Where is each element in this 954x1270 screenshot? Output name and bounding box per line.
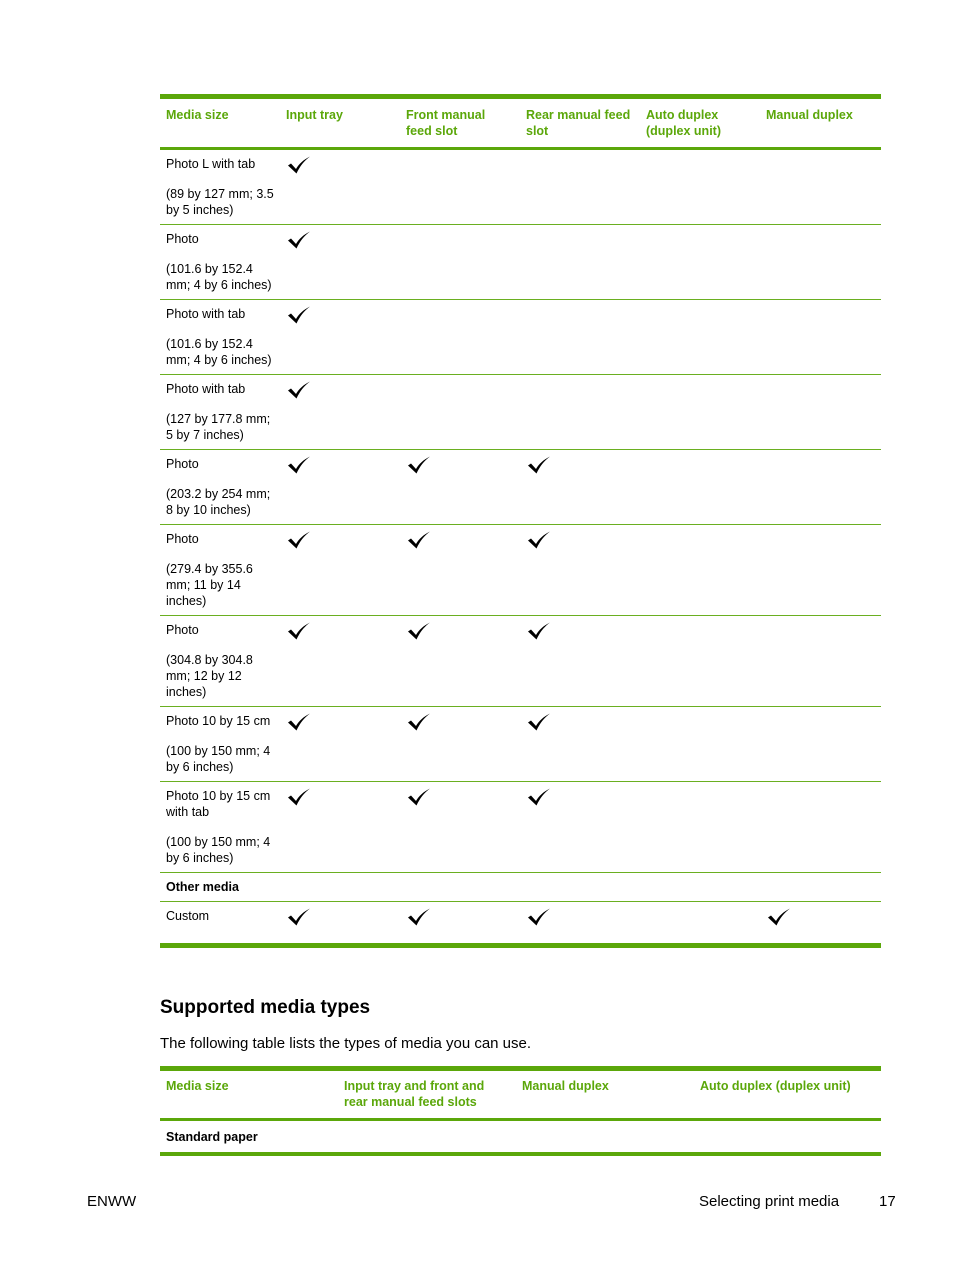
- footer-section-title: Selecting print media: [699, 1193, 840, 1210]
- check-cell: [760, 149, 881, 225]
- media-dimensions: (304.8 by 304.8 mm; 12 by 12 inches): [166, 653, 253, 699]
- check-icon: [286, 155, 312, 175]
- table-row: [160, 300, 881, 375]
- check-icon: [526, 712, 552, 732]
- check-cell: [280, 616, 400, 707]
- check-icon: [526, 621, 552, 641]
- table-header-row: [160, 97, 881, 149]
- check-cell: [280, 525, 400, 616]
- check-cell: [400, 225, 520, 300]
- media-size-cell: Custom: [160, 902, 280, 946]
- media-size-cell: [160, 300, 280, 375]
- check-cell: [640, 525, 760, 616]
- check-cell: [280, 149, 400, 225]
- check-cell: [280, 375, 400, 450]
- check-icon: [406, 530, 432, 550]
- section-label-other-media: Other media: [160, 873, 881, 902]
- section-row: [160, 1120, 881, 1155]
- check-icon: [286, 712, 312, 732]
- media-dimensions: (100 by 150 mm; 4 by 6 inches): [166, 744, 271, 774]
- check-cell: [640, 450, 760, 525]
- media-title: Photo L with tab: [166, 157, 256, 171]
- check-cell: [640, 149, 760, 225]
- check-cell: [400, 450, 520, 525]
- check-icon: [526, 530, 552, 550]
- media-dimensions: (89 by 127 mm; 3.5 by 5 inches): [166, 187, 274, 217]
- check-cell: [280, 782, 400, 873]
- table-row: [160, 707, 881, 782]
- check-cell: [640, 375, 760, 450]
- media-size-cell: [160, 707, 280, 782]
- check-icon: [526, 907, 552, 927]
- check-cell: [760, 525, 881, 616]
- check-cell: [760, 782, 881, 873]
- check-cell: [400, 525, 520, 616]
- check-cell: [400, 375, 520, 450]
- table-row: [160, 902, 881, 946]
- check-icon: [526, 787, 552, 807]
- check-cell: [760, 300, 881, 375]
- check-cell: [520, 375, 640, 450]
- media-size-table: [160, 94, 881, 948]
- media-size-cell: [160, 225, 280, 300]
- media-title: Photo: [166, 532, 199, 546]
- check-cell: [280, 450, 400, 525]
- check-cell: [640, 616, 760, 707]
- media-size-table-body: [160, 149, 881, 946]
- check-cell: [400, 782, 520, 873]
- check-icon: [286, 305, 312, 325]
- check-cell: [280, 225, 400, 300]
- section-row: [160, 873, 881, 902]
- check-cell: [400, 616, 520, 707]
- table-row: [160, 782, 881, 873]
- table-row: [160, 149, 881, 225]
- check-cell: [760, 450, 881, 525]
- media-dimensions: (203.2 by 254 mm; 8 by 10 inches): [166, 487, 271, 517]
- media-types-table: [160, 1066, 881, 1156]
- check-cell: [640, 782, 760, 873]
- check-icon: [406, 455, 432, 475]
- media-dimensions: (101.6 by 152.4 mm; 4 by 6 inches): [166, 337, 272, 367]
- media-dimensions: (100 by 150 mm; 4 by 6 inches): [166, 835, 271, 865]
- table-row: [160, 450, 881, 525]
- media-dimensions: (279.4 by 355.6 mm; 11 by 14 inches): [166, 562, 253, 608]
- table-row: [160, 525, 881, 616]
- media-title: Photo 10 by 15 cm with tab: [166, 789, 271, 819]
- check-icon: [286, 787, 312, 807]
- header-manual-duplex: Manual duplex: [516, 1069, 694, 1120]
- check-cell: [520, 707, 640, 782]
- header-input-tray-and-slots: Input tray and front and rear manual feed slots: [338, 1069, 516, 1120]
- header-media-size: Media size: [160, 1069, 338, 1120]
- header-auto-duplex: Auto duplex (duplex unit): [694, 1069, 881, 1120]
- header-rear-manual-feed-slot: Rear manual feed slot: [520, 97, 640, 149]
- media-dimensions: (101.6 by 152.4 mm; 4 by 6 inches): [166, 262, 272, 292]
- table-row: [160, 225, 881, 300]
- media-dimensions: (127 by 177.8 mm; 5 by 7 inches): [166, 412, 271, 442]
- media-title: Photo: [166, 457, 199, 471]
- check-cell: [760, 225, 881, 300]
- check-cell: [760, 616, 881, 707]
- header-manual-duplex: Manual duplex: [760, 97, 881, 149]
- check-icon: [406, 907, 432, 927]
- check-cell: [640, 225, 760, 300]
- header-input-tray: Input tray: [280, 97, 400, 149]
- check-cell: [640, 707, 760, 782]
- media-size-cell: [160, 450, 280, 525]
- media-size-cell: [160, 375, 280, 450]
- check-icon: [286, 907, 312, 927]
- media-size-cell: [160, 525, 280, 616]
- table-header-row: [160, 1069, 881, 1120]
- check-cell: [400, 707, 520, 782]
- media-title: Photo: [166, 623, 199, 637]
- check-icon: [526, 455, 552, 475]
- check-cell: [520, 450, 640, 525]
- check-cell: [520, 782, 640, 873]
- check-cell: [280, 707, 400, 782]
- check-icon: [286, 380, 312, 400]
- check-cell: [520, 300, 640, 375]
- check-cell: [520, 525, 640, 616]
- check-cell: [520, 225, 640, 300]
- check-cell: [400, 300, 520, 375]
- section-heading: Supported media types: [160, 997, 371, 1018]
- header-media-size: Media size: [160, 97, 280, 149]
- check-icon: [406, 621, 432, 641]
- check-icon: [286, 455, 312, 475]
- media-size-cell: [160, 149, 280, 225]
- check-cell: [760, 902, 881, 946]
- section-label-standard-paper: Standard paper: [160, 1120, 881, 1155]
- check-cell: [640, 902, 760, 946]
- footer-left: ENWW: [87, 1193, 137, 1210]
- check-icon: [286, 230, 312, 250]
- check-icon: [286, 621, 312, 641]
- header-auto-duplex: Auto duplex (duplex unit): [640, 97, 760, 149]
- section-intro: The following table lists the types of media you can use.: [160, 1035, 532, 1052]
- check-cell: [280, 902, 400, 946]
- check-cell: [520, 149, 640, 225]
- media-title: Photo 10 by 15 cm: [166, 714, 271, 728]
- check-cell: [400, 902, 520, 946]
- media-title: Photo: [166, 232, 199, 246]
- check-cell: [520, 902, 640, 946]
- check-icon: [766, 907, 792, 927]
- check-icon: [406, 712, 432, 732]
- check-cell: [760, 707, 881, 782]
- check-cell: [280, 300, 400, 375]
- check-cell: [640, 300, 760, 375]
- table-row: [160, 375, 881, 450]
- media-title: Photo with tab: [166, 307, 246, 321]
- check-icon: [406, 787, 432, 807]
- media-size-cell: [160, 616, 280, 707]
- check-cell: [760, 375, 881, 450]
- footer-page-number: 17: [879, 1193, 896, 1210]
- check-cell: [520, 616, 640, 707]
- header-front-manual-feed-slot: Front manual feed slot: [400, 97, 520, 149]
- check-icon: [286, 530, 312, 550]
- media-title: Photo with tab: [166, 382, 246, 396]
- check-cell: [400, 149, 520, 225]
- media-size-cell: [160, 782, 280, 873]
- table-row: [160, 616, 881, 707]
